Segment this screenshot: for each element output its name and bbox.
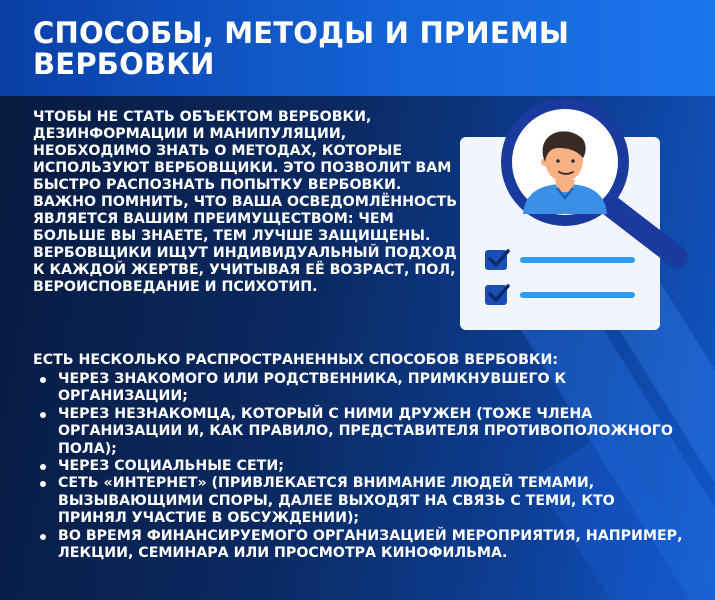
checkbox-checked-icon	[485, 250, 507, 270]
bullet-icon	[40, 534, 46, 540]
list-item-text: ЧЕРЕЗ ЗНАКОМОГО ИЛИ РОДСТВЕННИКА, ПРИМКНУВШЕГО К ОРГАНИЗАЦИИ;	[58, 371, 567, 405]
page-title: СПОСОБЫ, МЕТОДЫ И ПРИЕМЫ ВЕРБОВКИ	[33, 16, 570, 81]
list-item-text: СЕТЬ «ИНТЕРНЕТ» (ПРИВЛЕКАЕТСЯ ВНИМАНИЕ ЛЮДЕЙ ТЕМАМИ, ВЫЗЫВАЮЩИМИ СПОРЫ, ДАЛЕЕ ВЫХОДЯТ НА СВЯЗЬ С ТЕМИ, КТО ПРИНЯЛ УЧАСТИЕ В ОБСУЖДЕНИИ);	[58, 475, 615, 527]
intro-paragraph: ЧТОБЫ НЕ СТАТЬ ОБЪЕКТОМ ВЕРБОВКИ, ДЕЗИНФОРМАЦИИ И МАНИПУЛЯЦИИ, НЕОБХОДИМО ЗНАТЬ О МЕТОДАХ, КОТОРЫЕ ИСПОЛЬЗУЮТ ВЕРБОВЩИКИ. ЭТО ПОЗВОЛИТ ВАМ БЫСТРО РАСПОЗНАТЬ ПОПЫТКУ ВЕРБОВКИ. ВАЖНО ПОМНИТЬ, ЧТО ВАША ОСВЕДОМЛЁННОСТЬ ЯВЛЯЕТСЯ ВАШИМ ПРЕИМУЩЕСТВОМ: ЧЕМ БОЛЬШЕ ВЫ ЗНАЕТЕ, ТЕМ ЛУЧШЕ ЗАЩИЩЕНЫ. ВЕРБОВЩИКИ ИЩУТ ИНДИВИДУАЛЬНЫЙ ПОДХОД К КАЖДОЙ ЖЕРТВЕ, УЧИТЫВАЯ ЕЁ ВОЗРАСТ, ПОЛ, ВЕРОИСПОВЕДАНИЕ И ПСИХОТИП.	[33, 109, 458, 295]
bullet-icon	[40, 412, 46, 418]
list-item-text: ЧЕРЕЗ НЕЗНАКОМЦА, КОТОРЫЙ С НИМИ ДРУЖЕН (ТОЖЕ ЧЛЕНА ОРГАНИЗАЦИИ И, КАК ПРАВИЛО, ПРЕДСТАВИТЕЛЯ ПРОТИВОПОЛОЖНОГО ПОЛА);	[58, 405, 673, 457]
list-item	[33, 458, 683, 475]
checkbox-checked-icon	[485, 285, 507, 305]
bullet-icon	[40, 377, 46, 383]
list-item	[33, 371, 683, 406]
methods-heading: ЕСТЬ НЕСКОЛЬКО РАСПРОСТРАНЕННЫХ СПОСОБОВ ВЕРБОВКИ:	[33, 352, 559, 368]
list-item	[33, 528, 683, 563]
list-item	[33, 475, 683, 527]
list-item-text: ВО ВРЕМЯ ФИНАНСИРУЕМОГО ОРГАНИЗАЦИЕЙ МЕРОПРИЯТИЯ, НАПРИМЕР, ЛЕКЦИИ, СЕМИНАРА ИЛИ ПРОСМОТРА КИНОФИЛЬМА.	[58, 527, 683, 562]
list-item-text: ЧЕРЕЗ СОЦИАЛЬНЫЕ СЕТИ;	[58, 458, 284, 475]
bullet-icon	[40, 481, 46, 487]
methods-list	[33, 371, 683, 562]
list-item	[33, 406, 683, 458]
text-line	[520, 292, 635, 298]
bullet-icon	[40, 464, 46, 470]
profile-card-illustration	[455, 92, 695, 342]
text-line	[520, 257, 635, 263]
